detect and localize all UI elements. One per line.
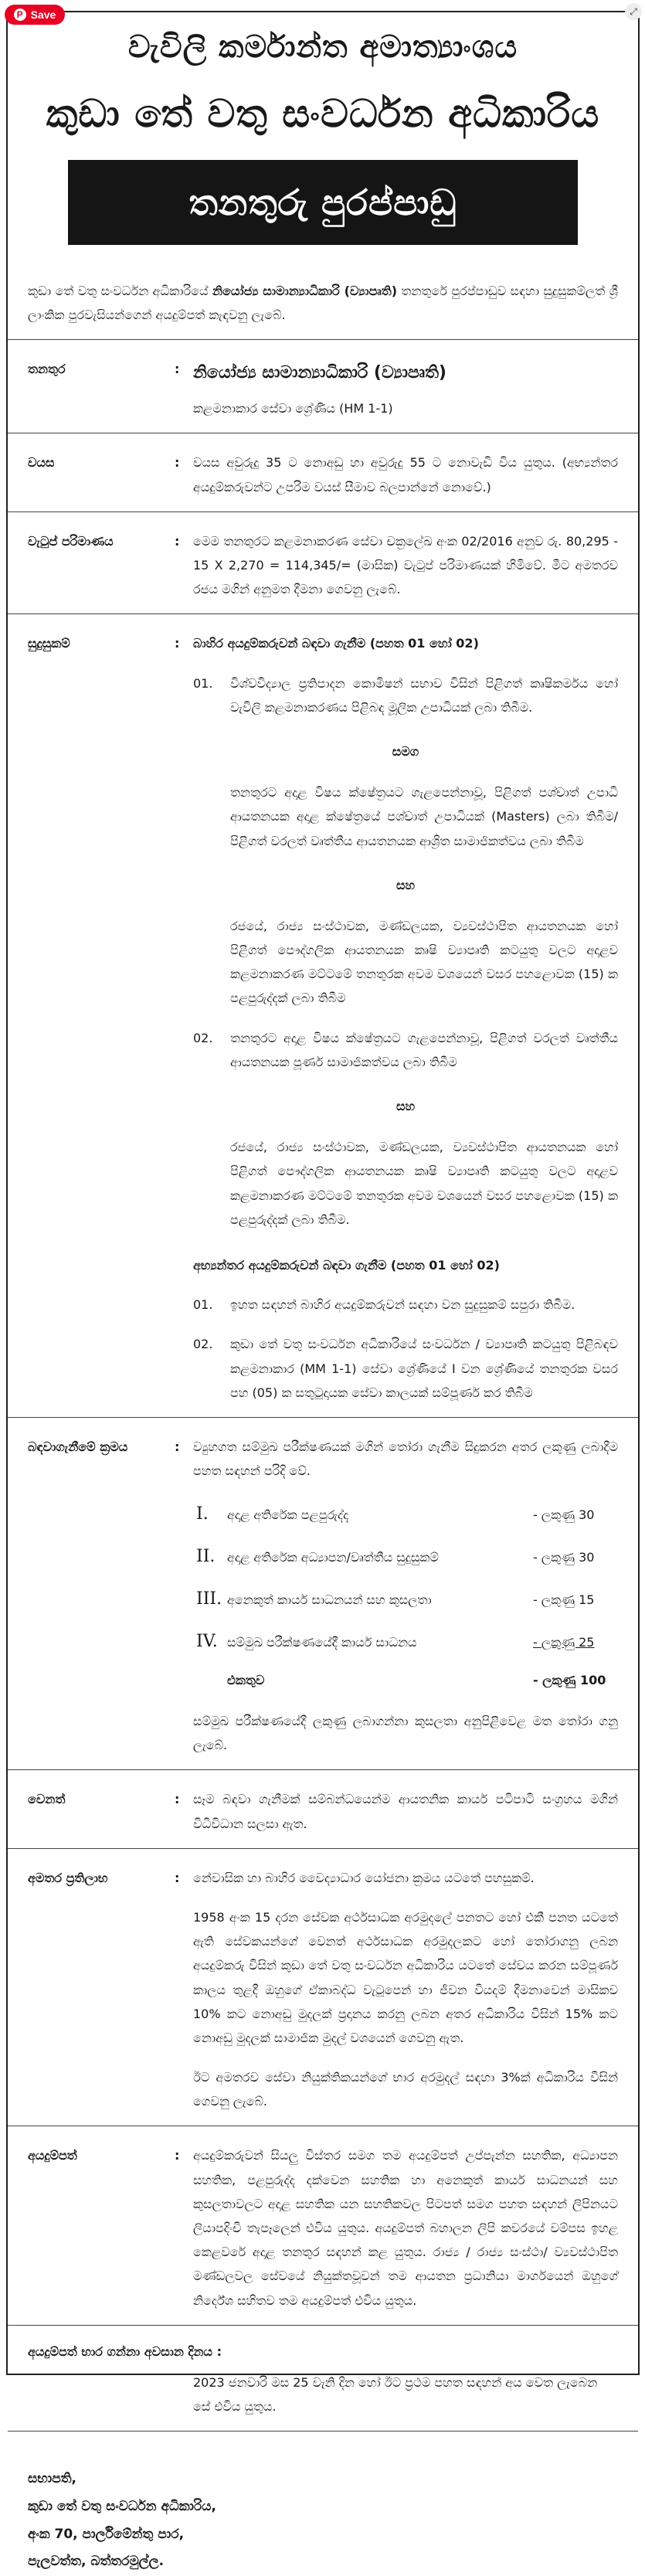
post-section [28,357,618,420]
salary-section [28,529,618,602]
post-label: තනතුර [28,362,66,377]
marks-value: - ලකුණු 30 [533,1550,595,1565]
other-label: වෙනත් [28,1792,66,1807]
intro-paragraph [28,279,618,327]
colon: : [175,636,180,651]
qualification-item [193,1026,618,1074]
marks-row [196,1498,618,1531]
marks-value: - ලකුණු 15 [533,1592,595,1608]
applications-text: අයදුම්කරුවන් සියලු විස්තර සමග තම අයදුම්පත් උප්පැන්න සහතික, අධ්‍යාපන සහතික, පළපුරුද්ද දක්වෙන සහතික හා අනෙකුත් කාර්ය සාධනයන් සහ කුසලතාවලට අදාළ සහතික යන සහතිකවල පිටපත් සමග පහත සඳහන් ලිපිනයට ලියාපදිංචි තැපෑලෙන් එවිය යුතුය. අයදුම්පත් බහාලන ලිපි කවරයේ වම්පස ඉහළ කෙළවරේ අදාළ තනතුර සඳහන් කළ යුතුය. රාජ්‍ය / රාජ්‍ය සංස්ථා/ ව්‍යවස්ථාපිත මණ්ඩලවල සේවයේ නියුක්තවූවන් තම ආයතන ප්‍රධානියා මාර්ගයෙන් ඔහුගේ නිර්දේශ සහිතව තම අයදුම්පත් එවිය යුතුය. [193,2148,618,2308]
roman-numeral: IV. [196,1631,218,1651]
qualification-item [193,671,618,719]
method-note: සම්මුඛ පරීක්ෂණයේදී ලකුණු ලබාගන්නා කුසලතා අනුපිළිවෙළ මත තෝරා ගනු ලැබේ. [193,1714,618,1753]
marks-item: අදාළ අතිරේක අධ්‍යාපන/වෘත්තීය සුදුසුකම් [227,1550,439,1565]
colon: : [175,1870,180,1885]
ministry-title: වැවිලි කර්මාන්ත අමාත්‍යාංශය [127,29,518,65]
colon: : [175,533,180,549]
qualification-item [193,1293,618,1317]
pinterest-icon: P [14,8,26,21]
marks-value: - ලකුණු 25 [533,1634,595,1650]
marks-row [196,1583,618,1616]
marks-item: අදාළ අතිරේක පළපුරුද්ද [227,1507,349,1523]
internal-heading: අභ්‍යන්තර අයදුම්කරුවන් බඳවා ගැනීම (පහත 01 හෝ 02) [193,1257,500,1273]
external-heading: බාහිර අයදුම්කරුවන් බඳවා ගැනීම (පහත 01 හෝ 02) [193,636,479,651]
colon: : [175,2148,180,2163]
colon: : [175,455,180,471]
other-text: සෑම බඳවා ගැනීමක් සම්බන්ධයෙන්ම ආයතනික කාර්ය පටිපාටි සංග්‍රහය මගින් විධිවිධාන සලසා ඇත. [193,1792,618,1831]
divider [8,613,638,614]
expand-icon[interactable]: ⤢ [625,3,642,20]
age-section [28,450,618,498]
divider [8,1417,638,1418]
intro-text-2: තනතුරේ පුරප්පාඩුව සඳහා සුදුසුකම්ලත් ශ්‍රී ලාංකික පුරවැසියන්ගෙන් අයදුම්පත් කැඳවනු ලැබේ. [28,284,618,323]
advertisement-document [6,11,640,2570]
divider [8,2431,638,2432]
marks-table [193,1498,618,1692]
benefits-text-3: ඊට අමතරව සේවා නියුක්තිකයන්ගේ භාර අරමුදල් සඳහා 3%ක් අධිකාරිය විසින් ගෙවනු ලැබේ. [193,2070,618,2109]
benefits-text-2: 1958 අංක 15 දරන සේවක අර්ථසාධක අරමුදලේ පනතට හෝ එකී පනත යටතේ ඇති සේවකයන්ගේ වෙනත් අර්ථසාධක අරමුදලකට හෝ තෝරාගනු ලබන අයදුම්කරු විසින් කුඩා තේ වතු සංවර්ධන අධිකාරිය යටතේ සේවය කරන සම්පූර්ණ කාලය තුළදී ඔහුගේ ඒකාබද්ධ වැටුපෙන් හා ජීවන වියදම් දීමනාවෙන් මාසිකව 10% කට නොඅඩු මුදලක් ප්‍රදානය කරනු ලබන අතර අධිකාරිය විසින් 15% කට නොඅඩු මුදලක් සාමාජික මුදල් වශයෙන් ගෙවනු ඇත. [193,1909,618,2045]
salary-label: වැටුප් පරිමාණය [28,533,114,549]
item-text: කුඩා තේ වතු සංවර්ධන අධිකාරියේ සංවර්ධන / ව්‍යාපෘති කටයුතු පිළිබඳව කළමනාකාර (MM 1-1) සේවා ශ්‍රේණියේ I වන ශ්‍රේණියේ තනතුරක වසර පහ (05) ක සතුටුදායක සේවා කාලයක් සම්පූර්ණ කර තිබීම [230,1337,618,1400]
item-text: ඉහත සඳහන් බාහිර අයදුම්කරුවන් සඳහා වන සුදුසුකම් සපුරා තිබීම. [230,1297,575,1313]
address-line: කුඩා තේ වතු සංවර්ධන අධිකාරිය, [28,2498,216,2514]
qualifications-label: සුදුසුකම් [28,636,70,651]
marks-value: - ලකුණු 30 [533,1507,595,1523]
post-title: නියෝජ්‍ය සාමාන්‍යාධිකාරි (ව්‍යාපෘති) [193,363,446,383]
marks-total-row [196,1668,618,1692]
divider [8,1848,638,1849]
conjunction: සහ [395,877,416,892]
item-number: 01. [193,1297,213,1313]
age-text: වයස අවුරුදු 35 ට නොඅඩු හා අවුරුදු 55 ට නොවැඩි විය යුතුය. (අභ්‍යන්තර අයදුම්කරුවන්ට උපරිම වයස් සීමාව බලපාන්නේ නොවේ.) [193,455,618,494]
roman-numeral: I. [196,1504,209,1524]
applications-section [28,2143,618,2312]
deadline-label: අයදුම්පත් භාර ගන්නා අවසාන දිනය : [28,2343,222,2359]
method-section [28,1435,618,1758]
qualification-paragraph: රජයේ, රාජ්‍ය සංස්ථාවක, මණ්ඩලයක, ව්‍යවස්ථාපිත ආයතනයක හෝ පිළිගත් පෞද්ගලික ආයතනයක කෘෂි ව්‍යාපෘති කටයුතු වලට අදාළව කළමනාකරණ මට්ටමේ තනතුරක අවම වශයෙන් වසර පහළොවක (15) ක පළපුරුද්දක් ලබා තිබීම [230,918,618,1006]
item-text: විශ්වවිද්‍යාල ප්‍රතිපාදන කොමිෂන් සභාව විසින් පිළිගත් කෘෂිකර්මය හෝ වැවිලි කළමනාකරණය පිළිබඳ මූලික උපාධියක් ලබා තිබීම. [230,675,618,715]
conjunction: සහ [395,1099,416,1114]
qualification-paragraph: රජයේ, රාජ්‍ය සංස්ථාවක, මණ්ඩලයක, ව්‍යවස්ථාපිත ආයතනයක හෝ පිළිගත් පෞද්ගලික ආයතනයක කෘෂි ව්‍යාපෘති කටයුතු වලට අදාළව කළමනාකරණ මට්ටමේ තනතුරක අවම වශයෙන් වසර පහළොවක (15) ක පළපුරුද්දක් ලබා තිබීම. [230,1140,618,1227]
benefits-label: අමතර ප්‍රතිලාභ [28,1870,108,1885]
method-label: බඳවාගැනීමේ ක්‍රමය [28,1439,128,1454]
colon: : [175,362,180,377]
divider [8,2325,638,2326]
authority-title: කුඩා තේ වතු සංවර්ධන අධිකාරිය [46,91,600,136]
post-grade: කළමනාකාර සේවා ශ්‍රේණිය (HM 1-1) [193,401,393,416]
item-text: තනතුරට අදාළ විෂය ක්ෂේත්‍රයට ගැළපෙන්නාවූ, පිළිගත් වරලත් වෘත්තීය ආයතනයක පූර්ණ සාමාජිකත්වය ලබා තිබීම [230,1030,618,1069]
item-number: 02. [193,1030,213,1045]
intro-post-name: නියෝජ්‍ය සාමාන්‍යාධිකාරි (ව්‍යාපෘති) [212,284,398,298]
marks-item: අනෙකුත් කාර්ය සාධනයන් සහ කුසලතා [227,1592,432,1608]
colon: : [175,1792,180,1807]
roman-numeral: II. [196,1547,216,1567]
qualification-paragraph: තනතුරට අදාළ විෂය ක්ෂේත්‍රයට ගැළපෙන්නාවූ, පිළිගත් පශ්චාත් උපාධි ආයතනයක අදාළ ක්ෂේත්‍රයේ පශ්චාත් උපාධියක් (Masters) ලබා තිබීම/ පිළිගත් වරලත් වෘත්තීය ආයතනයක ආශ්‍රිත සාමාජිකත්වය ලබා තිබීම [230,785,618,848]
save-label: Save [30,8,56,21]
deadline-text: 2023 ජනවාරි මස 25 වැනි දින හෝ ඊට ප්‍රථම පහත සඳහන් අය වෙත ලැබෙන සේ එවිය යුතුය. [193,2374,598,2414]
qualifications-section [28,631,618,1405]
address-block [28,2466,618,2576]
total-marks: - ලකුණු 100 [533,1672,606,1687]
benefits-section [28,1866,618,2114]
intro-text-1: කුඩා තේ වතු සංවර්ධන අධිකාරියේ [28,284,212,298]
age-label: වයස [28,455,55,471]
benefits-text-1: නේවාසික හා බාහිර වෛද්‍යාධාර යෝජනා ක්‍රමය යටතේ පහසුකම්. [193,1870,535,1885]
address-line: අංක 70, පාර්ලිමේන්තු පාර, [28,2526,185,2542]
divider [8,339,638,340]
other-section [28,1787,618,1835]
qualification-item [193,1332,618,1405]
item-number: 01. [193,675,213,691]
divider [8,511,638,512]
roman-numeral: III. [196,1589,222,1609]
conjunction: සමග [392,743,419,759]
vacancy-banner: තනතුරු පුරප්පාඩු [68,160,578,245]
applications-label: අයදුම්පත් [28,2148,77,2163]
divider [8,1769,638,1770]
address-line: සභාපති, [28,2471,76,2487]
marks-row [196,1541,618,1574]
marks-item: සම්මුඛ පරීක්ෂණයේදී කාර්ය සාධනය [227,1634,417,1650]
marks-row [196,1626,618,1659]
method-text: ව්‍යුහගත සම්මුඛ පරීක්ෂණයක් මගින් තෝරා ගැනීම සිදුකරන අතර ලකුණු ලබාදීම පහත සඳහන් පරිදි වේ. [193,1439,618,1479]
address-line: පැලවත්ත, බත්තරමුල්ල. [28,2554,165,2570]
item-number: 02. [193,1337,213,1352]
colon: : [175,1439,180,1454]
pinterest-save-button[interactable] [5,5,65,25]
total-label: එකතුව [227,1672,265,1687]
salary-text: මෙම තනතුරට කළමනාකරණ සේවා චක්‍රලේඛ අංක 02/2016 අනුව රු. 80,295 - 15 X 2,270 = 114,345/= (මාසික) වැටුප් පරිමාණයක් හිමිවේ. මීට අමතරව රජය මගින් අනුමත දීමනා ගෙවනු ලැබේ. [193,533,618,597]
